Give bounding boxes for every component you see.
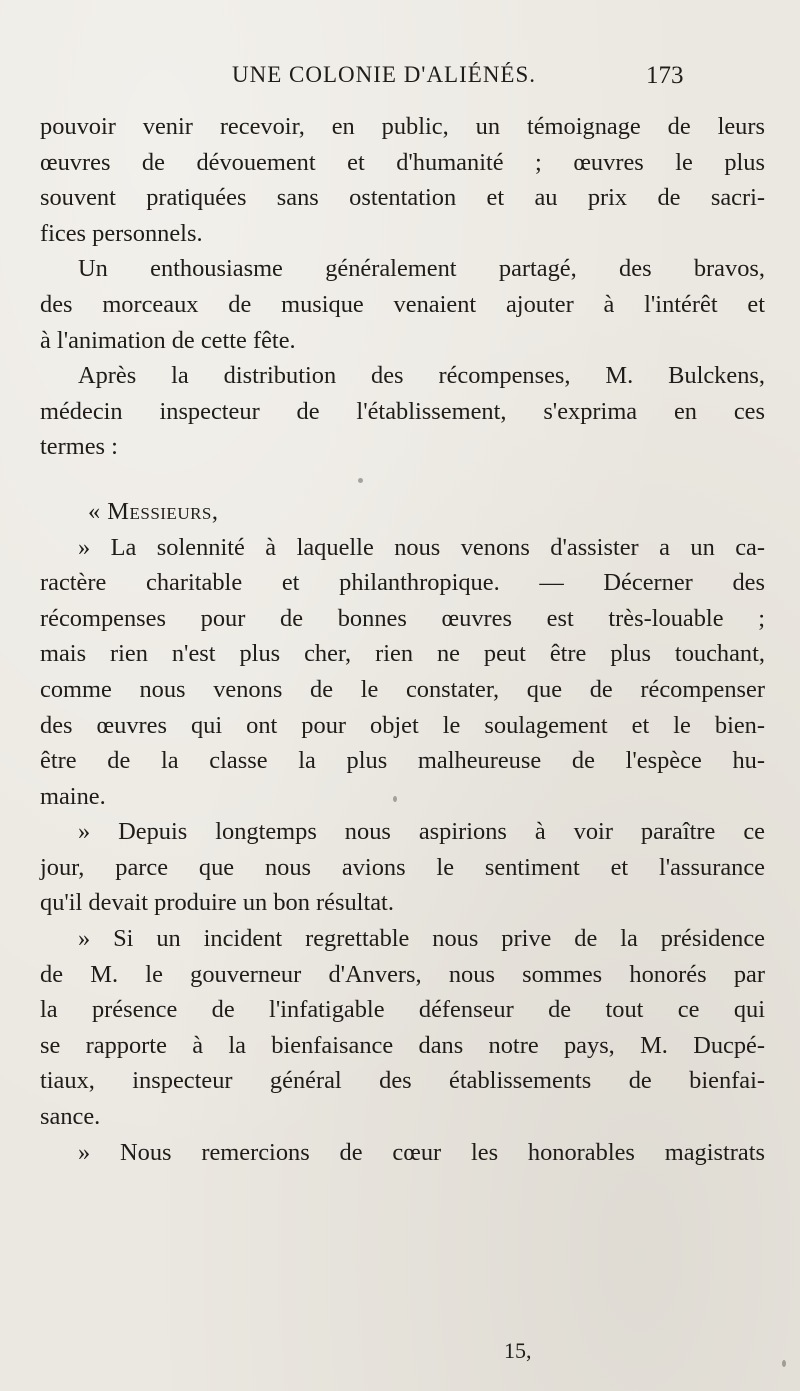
text-line: des œuvres qui ont pour objet le soulagement et le bien- — [40, 711, 765, 739]
ink-speck — [393, 796, 397, 802]
text-line: souvent pratiquées sans ostentation et au prix de sacri- — [40, 184, 765, 212]
text-line: pouvoir venir recevoir, en public, un témoignage de leurs — [40, 113, 765, 140]
text-line: fices personnels. — [40, 219, 203, 247]
running-head — [0, 62, 800, 96]
body-text — [40, 109, 765, 1170]
text-line: œuvres de dévouement et d'humanité ; œuvres le plus — [40, 148, 765, 176]
running-title: UNE COLONIE D'ALIÉNÉS. — [232, 62, 537, 87]
ink-speck — [358, 478, 363, 483]
text-line: de M. le gouverneur d'Anvers, nous sommes honorés par — [40, 960, 765, 988]
text-line: Après la distribution des récompenses, M. Bulckens, — [78, 362, 765, 390]
ink-speck — [782, 1360, 786, 1367]
text-line: termes : — [40, 433, 118, 461]
text-line: ractère charitable et philanthropique. — Décerner des — [40, 569, 765, 597]
spacer — [40, 465, 765, 494]
text-line: jour, parce que nous avions le sentiment et l'assurance — [40, 853, 765, 881]
text-line: Un enthousiasme généralement partagé, des bravos, — [78, 255, 765, 283]
text-line: tiaux, inspecteur général des établissements de bienfai- — [40, 1067, 765, 1095]
text-line: à l'animation de cette fête. — [40, 326, 296, 354]
text-line: des morceaux de musique venaient ajouter à l'intérêt et — [40, 290, 765, 318]
text-line: maine. — [40, 782, 106, 810]
text-line: récompenses pour de bonnes œuvres est très-louable ; — [40, 604, 765, 632]
text-line: » Si un incident regrettable nous prive de la présidence — [78, 925, 765, 953]
text-line: se rapporte à la bienfaisance dans notre pays, M. Ducpé- — [40, 1031, 765, 1059]
text-line: qu'il devait produire un bon résultat. — [40, 889, 394, 917]
text-line: » Depuis longtemps nous aspirions à voir paraître ce — [78, 818, 765, 846]
text-line: » La solennité à laquelle nous venons d'assister a un ca- — [78, 533, 765, 561]
text-line: comme nous venons de le constater, que de récompenser — [40, 675, 765, 703]
text-line: » Nous remercions de cœur les honorables magistrats — [78, 1138, 765, 1166]
text-line: sance. — [40, 1103, 101, 1131]
page-number: 173 — [646, 62, 684, 89]
text-line: médecin inspecteur de l'établissement, s'exprima en ces — [40, 397, 765, 425]
text-line: mais rien n'est plus cher, rien ne peut être plus touchant, — [40, 640, 765, 668]
salutation: « Messieurs, — [88, 497, 219, 525]
text-line: être de la classe la plus malheureuse de l'espèce hu- — [40, 747, 765, 775]
signature-mark: 15, — [504, 1338, 532, 1363]
text-line: la présence de l'infatigable défenseur de tout ce qui — [40, 996, 765, 1024]
